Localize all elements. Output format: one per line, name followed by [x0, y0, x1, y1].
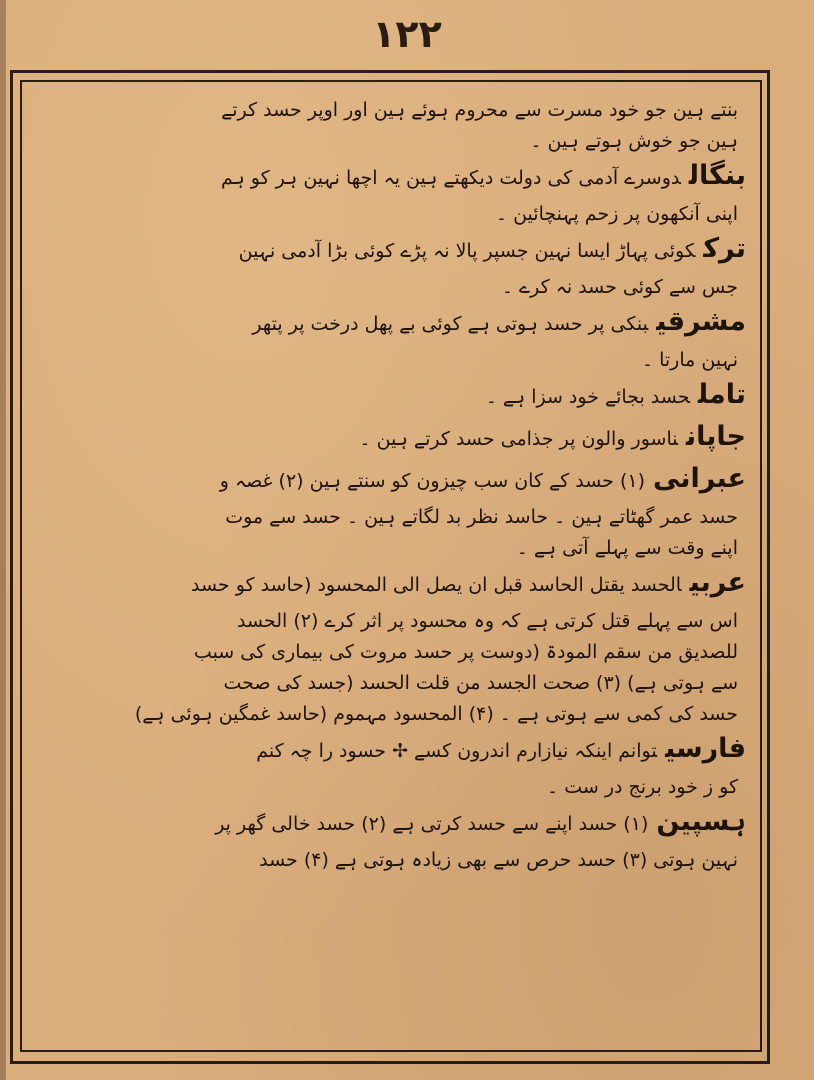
text-line: [34, 769, 746, 800]
text-line: [34, 342, 746, 373]
entry-japanese: [34, 417, 746, 457]
text-line: [34, 269, 746, 300]
line-text: الحسد یقتل الحاسد قبل ان یصل الی المحسود (حاسد کو حسد: [190, 574, 682, 596]
text-line: [34, 499, 746, 530]
entry-turkish: [34, 229, 746, 269]
entry-spanish: [34, 802, 746, 842]
line-text: حسد کی کمی سے ہوتی ہے ۔ (۴) المحسود مہموم (حاسد غمگین ہوئی ہے): [134, 703, 738, 725]
language-label: ترک: [703, 233, 746, 264]
entry-tamil: [34, 375, 746, 415]
line-text: ناسور والون پر جذامی حسد کرتے ہین ۔: [359, 428, 678, 450]
line-text: حسد بجائے خود سزا ہے ۔: [485, 386, 690, 408]
line-text: ہین جو خوش ہوتے ہین ۔: [530, 130, 738, 152]
text-line: [34, 123, 746, 154]
language-label: عبرانی: [653, 463, 746, 494]
line-text: اپنے وقت سے پہلے آتی ہے ۔: [516, 537, 738, 559]
text-line: [34, 196, 746, 227]
language-label: ہسپین: [656, 806, 746, 837]
text-line: [34, 530, 746, 561]
text-line: [34, 634, 746, 665]
entry-hebrew: [34, 459, 746, 499]
line-text: بنکی پر حسد ہوتی ہے کوئی بے پھل درخت پر پتھر: [252, 313, 649, 335]
line-text: للصدیق من سقم المودۃ (دوست پر حسد مروت کی بیماری کی سبب: [193, 641, 738, 663]
page-number: ۱۲۲: [372, 12, 442, 56]
entry-arabic: [34, 563, 746, 603]
entry-bengal: [34, 156, 746, 196]
language-label: عربی: [689, 567, 746, 598]
line-text: توانم اینکہ نیازارم اندرون کسے ✢ حسود را چہ کنم: [256, 740, 658, 762]
line-text: سے ہوتی ہے) (۳) صحت الجسد من قلت الحسد (جسد کی صحت: [223, 672, 738, 694]
line-text: نہین مارتا ۔: [641, 349, 738, 371]
line-text: نہین ہوتی (۳) حسد حرص سے بھی زیادہ ہوتی ہے (۴) حسد: [259, 849, 738, 871]
language-label: تامل: [697, 379, 746, 410]
line-text: جس سے کوئی حسد نہ کرے ۔: [501, 276, 738, 298]
text-line: [34, 696, 746, 727]
line-text: حسد عمر گھٹاتے ہین ۔ حاسد نظر بد لگاتے ہین ۔ حسد سے موت: [225, 506, 738, 528]
entry-persian: [34, 729, 746, 769]
language-label: بنگال: [688, 160, 746, 191]
text-line: [34, 842, 746, 873]
line-text: بنتے ہین جو خود مسرت سے محروم ہوئے ہین اور اوپر حسد کرتے: [221, 99, 738, 121]
page-body: [34, 92, 746, 1042]
language-label: مشرقی: [656, 306, 746, 337]
text-line: [34, 92, 746, 123]
entry-eastern: [34, 302, 746, 342]
line-text: (۱) حسد اپنے سے حسد کرتی ہے (۲) حسد خالی گھر پر: [215, 813, 649, 835]
line-text: اپنی آنکھون پر زحم پہنچائین ۔: [495, 203, 738, 225]
line-text: اس سے پہلے قتل کرتی ہے کہ وہ محسود پر اثر کرے (۲) الحسد: [237, 610, 738, 632]
line-text: کو ز خود برنج در ست ۔: [547, 776, 738, 798]
line-text: (۱) حسد کے کان سب چیزون کو سنتے ہین (۲) غصہ و: [219, 470, 646, 492]
language-label: فارسی: [665, 733, 746, 764]
line-text: کوئی پہاڑ ایسا نہین جسپر پالا نہ پڑے کوئی بڑا آدمی نہین: [238, 240, 696, 262]
line-text: دوسرے آدمی کی دولت دیکھتے ہین یہ اچھا نہین ہر کو ہم: [220, 167, 681, 189]
language-label: جاپان: [685, 421, 746, 452]
text-line: [34, 603, 746, 634]
page-binding-shadow: [0, 0, 6, 1080]
text-line: [34, 665, 746, 696]
